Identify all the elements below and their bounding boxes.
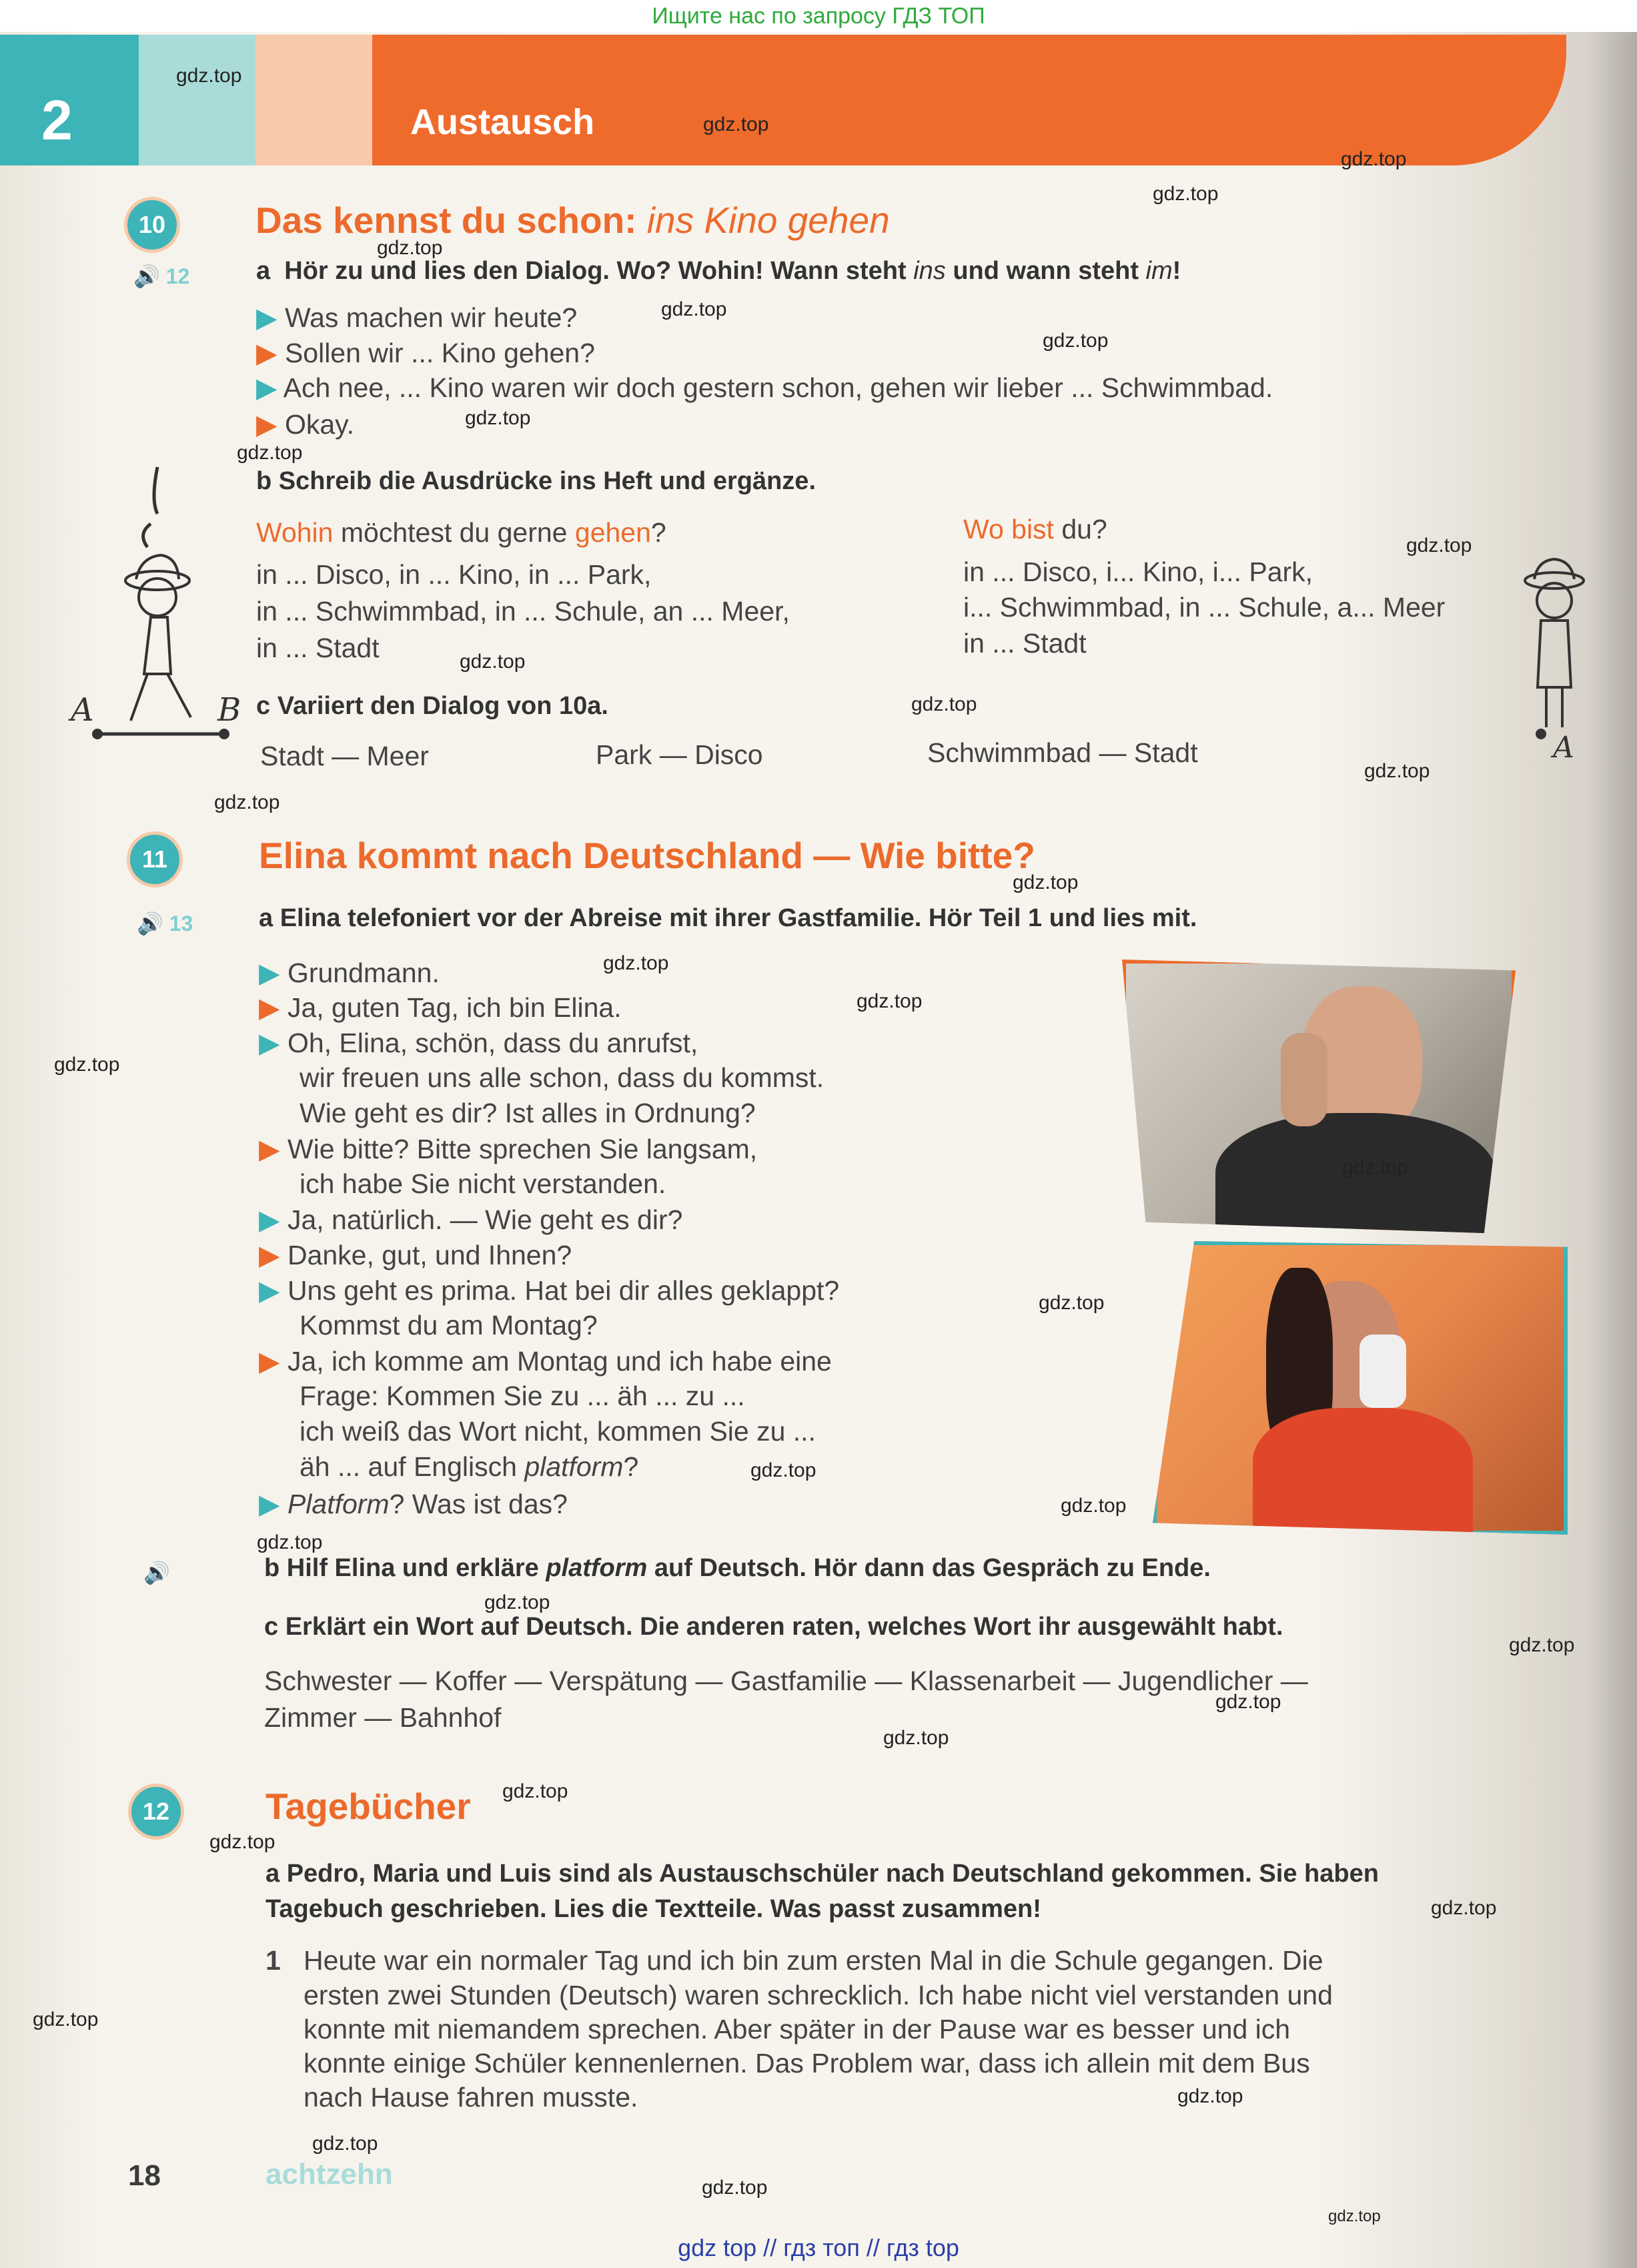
task-12a-text: Pedro, Maria und Luis sind als Austauschschüler nach Deutschland gekommen. Sie haben	[286, 1860, 1379, 1888]
watermark: gdz.top	[33, 2008, 99, 2030]
pair-1: Stadt — Meer	[260, 741, 429, 771]
page-gutter-shadow	[1588, 0, 1637, 2268]
watermark: gdz.top	[465, 407, 531, 429]
dialog-line	[256, 408, 354, 440]
header-stripe-peach	[255, 35, 372, 165]
task-10c	[256, 692, 608, 721]
task-label: a	[265, 1860, 280, 1888]
watermark: gdz.top	[661, 298, 727, 320]
speaker-icon: 🔊	[137, 911, 163, 935]
section-title-10-italic: ins Kino gehen	[646, 200, 890, 241]
walking-man-sketch	[57, 460, 257, 747]
dialog-line	[259, 957, 440, 989]
watermark: gdz.top	[460, 651, 526, 673]
task-11c-text: Erklärt ein Wort auf Deutsch. Die anderen raten, welches Wort ihr ausgewählt habt.	[285, 1613, 1283, 1641]
telephone-shape	[1359, 1335, 1406, 1408]
man-hand-shape	[1281, 1033, 1327, 1126]
dialog-line-text: Grundmann.	[287, 958, 440, 988]
dialog-line	[256, 337, 595, 369]
task-label: a	[256, 257, 271, 285]
dialog-line	[259, 1239, 572, 1271]
expression-line: in ... Schwimmbad, in ... Schule, an ... Meer,	[256, 596, 790, 627]
speaker-b-arrow-icon: ▶	[259, 1134, 280, 1164]
watermark: gdz.top	[209, 1831, 276, 1853]
task-10b-text: Schreib die Ausdrücke ins Heft und ergänze.	[278, 467, 816, 495]
watermark: gdz.top	[857, 990, 923, 1012]
task-11c	[264, 1613, 1283, 1641]
watermark: gdz.top	[176, 65, 242, 87]
expression-line: in ... Stadt	[256, 633, 380, 663]
diary-text-line: ersten zwei Stunden (Deutsch) waren schrecklich. Ich habe nicht viel verstanden und	[304, 1980, 1333, 2010]
watermark: gdz.top	[1153, 183, 1219, 205]
platform-word: platform	[524, 1451, 624, 1482]
sketch-label-b: B	[217, 691, 241, 729]
question-mark: ?	[623, 1451, 639, 1482]
exercise-badge-10: 10	[124, 197, 180, 253]
expression-line: i... Schwimmbad, in ... Schule, a... Meer	[963, 592, 1446, 623]
wohin-word: Wohin	[256, 517, 334, 548]
diary-text-line: Heute war ein normaler Tag und ich bin zum ersten Mal in die Schule gegangen. Die	[304, 1945, 1323, 1976]
task-label: c	[256, 692, 271, 720]
dialog-line	[259, 1274, 839, 1306]
sketch-label-a2: A	[1553, 731, 1574, 765]
expression-line: in ... Disco, in ... Kino, in ... Park,	[256, 559, 652, 590]
watermark: gdz.top	[1177, 2085, 1243, 2107]
wo-rest: du?	[1061, 514, 1107, 544]
watermark: gdz.top	[1341, 148, 1407, 170]
chapter-title: Austausch	[410, 102, 595, 142]
header-stripe-light	[139, 35, 255, 165]
task-11a	[259, 904, 1197, 933]
dialog-line-text: Ja, ich komme am Montag und ich habe eine	[287, 1346, 832, 1377]
watermark: gdz.top	[1364, 760, 1430, 782]
diary-text-line: nach Hause fahren musste.	[304, 2082, 638, 2113]
audio-track-13[interactable]	[137, 911, 193, 936]
watermark: gdz.top	[603, 952, 669, 974]
speaker-a-arrow-icon: ▶	[256, 372, 278, 403]
speaker-a-arrow-icon: ▶	[259, 1275, 280, 1306]
dialog-line-text: Wie bitte? Bitte sprechen Sie langsam,	[287, 1134, 758, 1164]
speaker-b-arrow-icon: ▶	[256, 338, 278, 368]
dialog-line	[256, 372, 1273, 404]
dialog-line	[259, 1345, 832, 1377]
dialog-line	[259, 1133, 757, 1165]
speaker-icon: 🔊	[133, 264, 160, 288]
audio-track-number: 12	[165, 264, 190, 288]
task-10c-text: Variiert den Dialog von 10a.	[277, 692, 608, 720]
dialog-line-text: Was machen wir heute?	[284, 302, 578, 333]
dialog-line-cont: Kommst du am Montag?	[300, 1310, 598, 1341]
page-number: 18	[128, 2159, 161, 2192]
search-banner[interactable]: Ищите нас по запросу ГДЗ ТОП	[0, 0, 1637, 32]
dialog-line-cont: ich weiß das Wort nicht, kommen Sie zu ...	[300, 1416, 816, 1447]
watermark: gdz.top	[484, 1591, 550, 1613]
page-number-word: achtzehn	[265, 2158, 393, 2191]
watermark: gdz.top	[237, 442, 303, 464]
dialog-line-text: Oh, Elina, schön, dass du anrufst,	[287, 1028, 698, 1058]
watermark: gdz.top	[1509, 1634, 1575, 1656]
speaker-b-arrow-icon: ▶	[259, 1240, 280, 1270]
watermark: gdz.top	[1013, 871, 1079, 893]
dialog-line-text: Okay.	[284, 409, 354, 440]
task-10b	[256, 467, 816, 496]
task-11b-text-end: auf Deutsch. Hör dann das Gespräch zu Ende.	[654, 1554, 1211, 1582]
speaker-b-arrow-icon: ▶	[256, 409, 278, 440]
task-11b	[264, 1554, 1211, 1583]
watermark: gdz.top	[377, 237, 443, 259]
audio-track-14[interactable]	[143, 1560, 170, 1585]
word-list-line-2: Zimmer — Bahnhof	[264, 1702, 502, 1733]
speaker-icon: 🔊	[143, 1561, 170, 1585]
gehen-word: gehen	[574, 517, 651, 548]
header-title-bar	[372, 35, 1566, 165]
exercise-badge-12: 12	[128, 1784, 184, 1840]
pair-2: Park — Disco	[596, 739, 763, 770]
section-title-10-main: Das kennst du schon:	[255, 200, 637, 241]
task-10a-text: Hör zu und lies den Dialog. Wo? Wohin! Wann steht	[284, 257, 907, 285]
watermark: gdz.top	[1328, 2207, 1381, 2225]
dialog-text: äh ... auf Englisch	[300, 1451, 517, 1482]
text-number-1: 1	[265, 1945, 281, 1976]
chapter-number: 2	[41, 89, 73, 151]
task-10a-ins: ins	[913, 257, 946, 285]
platform-word: platform	[546, 1554, 648, 1582]
task-10a-mid: und wann steht	[953, 257, 1139, 285]
wohin-mid: möchtest du gerne	[340, 517, 568, 548]
word-list-line-1: Schwester — Koffer — Verspätung — Gastfamilie — Klassenarbeit — Jugendlicher —	[264, 1665, 1308, 1696]
dialog-line-text: Ja, guten Tag, ich bin Elina.	[287, 992, 622, 1023]
watermark: gdz.top	[702, 2177, 768, 2199]
dialog-line-cont	[300, 1451, 638, 1483]
wo-bist-word: Wo bist	[963, 514, 1054, 544]
dialog-line-cont: wir freuen uns alle schon, dass du kommst.	[300, 1062, 825, 1093]
speaker-a-arrow-icon: ▶	[256, 302, 278, 333]
dialog-line	[259, 1027, 698, 1059]
task-11b-text: Hilf Elina und erkläre	[286, 1554, 539, 1582]
watermark: gdz.top	[1039, 1292, 1105, 1314]
diary-text-line: konnte einige Schüler kennenlernen. Das Problem war, dass ich allein mit dem Bus	[304, 2048, 1310, 2078]
exercise-badge-11: 11	[127, 831, 183, 887]
dialog-line	[259, 1488, 568, 1520]
task-10a-end: !	[1172, 257, 1181, 285]
section-title-10	[255, 199, 890, 242]
watermark: gdz.top	[883, 1727, 949, 1749]
watermark: gdz.top	[1215, 1691, 1281, 1713]
pair-3: Schwimmbad — Stadt	[927, 737, 1198, 768]
watermark: gdz.top	[1406, 534, 1472, 556]
dialog-line-cont: Frage: Kommen Sie zu ... äh ... zu ...	[300, 1381, 745, 1411]
dialog-line	[256, 302, 577, 334]
speaker-b-arrow-icon: ▶	[259, 992, 280, 1023]
section-title-11: Elina kommt nach Deutschland — Wie bitte?	[259, 835, 1035, 876]
watermark: gdz.top	[1043, 330, 1109, 352]
audio-track-number: 13	[169, 911, 193, 935]
task-label: b	[256, 467, 272, 495]
watermark: gdz.top	[54, 1054, 120, 1076]
platform-word: Platform	[287, 1489, 390, 1519]
watermark: gdz.top	[911, 693, 977, 715]
speaker-a-arrow-icon: ▶	[259, 1028, 280, 1058]
watermark: gdz.top	[1431, 1897, 1497, 1919]
standing-man-sketch	[1501, 554, 1608, 767]
watermark: gdz.top	[257, 1531, 323, 1553]
footer-links[interactable]: gdz top // гдз топ // гдз top	[678, 2234, 959, 2261]
task-label: c	[264, 1613, 279, 1641]
task-11a-text: Elina telefoniert vor der Abreise mit ihrer Gastfamilie. Hör Teil 1 und lies mit.	[280, 904, 1197, 932]
girl-shirt-shape	[1253, 1408, 1473, 1535]
speaker-a-arrow-icon: ▶	[259, 1489, 280, 1519]
dialog-line-cont: ich habe Sie nicht verstanden.	[300, 1168, 666, 1199]
task-12a-line2: Tagebuch geschrieben. Lies die Textteile. Was passt zusammen!	[265, 1895, 1041, 1923]
audio-track-12[interactable]	[133, 264, 189, 289]
photo-girl-phone	[1153, 1241, 1568, 1535]
speaker-a-arrow-icon: ▶	[259, 958, 280, 988]
dialog-line-text: Sollen wir ... Kino gehen?	[284, 338, 595, 368]
wohin-question	[256, 517, 666, 548]
sketch-label-a: A	[71, 691, 94, 729]
speaker-a-arrow-icon: ▶	[259, 1204, 280, 1235]
watermark: gdz.top	[1342, 1156, 1408, 1178]
expression-line: in ... Stadt	[963, 628, 1087, 659]
watermark: gdz.top	[1061, 1495, 1127, 1517]
dialog-line	[259, 992, 622, 1024]
photo-man-phone	[1122, 960, 1516, 1233]
task-label: b	[264, 1554, 280, 1582]
diary-text-line: konnte mit niemandem sprechen. Aber später in der Pause war es besser und ich	[304, 2014, 1291, 2044]
task-12a-line1	[265, 1860, 1379, 1888]
dialog-line	[259, 1204, 682, 1236]
wo-question	[963, 514, 1107, 545]
expression-line: in ... Disco, i... Kino, i... Park,	[963, 556, 1313, 587]
dialog-line-text: ? Was ist das?	[389, 1489, 568, 1519]
section-title-12: Tagebücher	[265, 1786, 471, 1827]
dialog-line-text: Danke, gut, und Ihnen?	[287, 1240, 572, 1270]
watermark: gdz.top	[502, 1780, 568, 1802]
dialog-line-text: Uns geht es prima. Hat bei dir alles geklappt?	[287, 1275, 840, 1306]
dialog-line-text: Ach nee, ... Kino waren wir doch gestern schon, gehen wir lieber ... Schwimmbad.	[283, 372, 1273, 403]
watermark: gdz.top	[750, 1459, 816, 1481]
watermark: gdz.top	[214, 791, 280, 813]
task-10a	[256, 257, 1181, 286]
task-label: a	[259, 904, 274, 932]
watermark: gdz.top	[312, 2133, 378, 2155]
speaker-b-arrow-icon: ▶	[259, 1346, 280, 1377]
dialog-line-text: Ja, natürlich. — Wie geht es dir?	[287, 1204, 683, 1235]
watermark: gdz.top	[703, 113, 769, 135]
dialog-line-cont: Wie geht es dir? Ist alles in Ordnung?	[300, 1098, 756, 1128]
question-mark: ?	[650, 517, 666, 548]
task-10a-im: im	[1145, 257, 1173, 285]
